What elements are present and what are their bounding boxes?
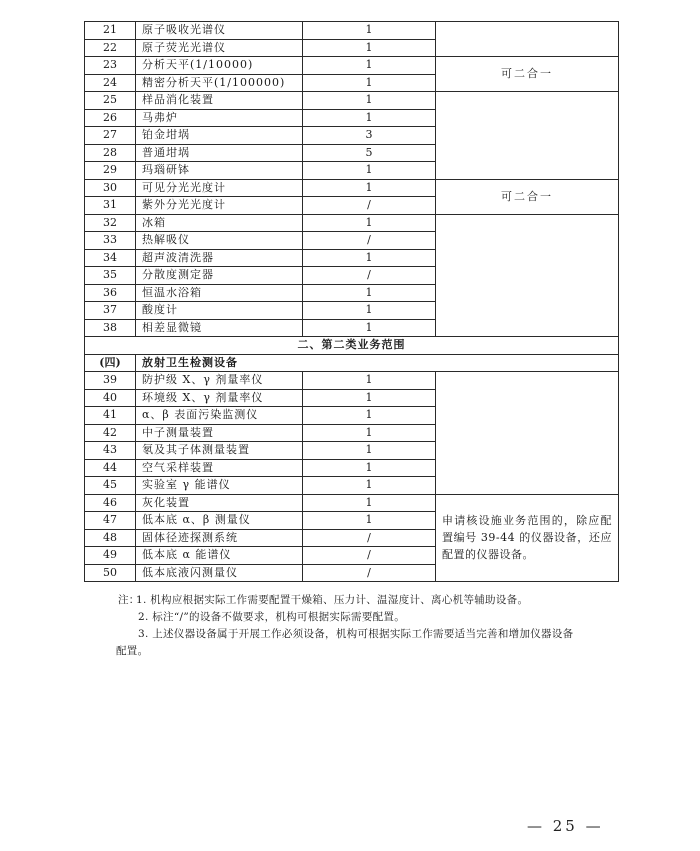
equipment-name: 低本底液闪测量仪: [136, 564, 303, 582]
equipment-name: 样品消化装置: [136, 92, 303, 110]
footnote-1-text: 1. 机构应根据实际工作需要配置干燥箱、压力计、温湿度计、离心机等辅助设备。: [136, 594, 529, 606]
row-number: 30: [85, 179, 136, 197]
quantity: 1: [303, 494, 436, 512]
quantity: 1: [303, 284, 436, 302]
quantity: /: [303, 529, 436, 547]
equipment-name: 氡及其子体测量装置: [136, 442, 303, 460]
equipment-name: 灰化装置: [136, 494, 303, 512]
row-number: 29: [85, 162, 136, 180]
row-number: 25: [85, 92, 136, 110]
footnote-1: [118, 592, 618, 609]
equipment-name: 恒温水浴箱: [136, 284, 303, 302]
row-number: 44: [85, 459, 136, 477]
row-number: 50: [85, 564, 136, 582]
quantity: 1: [303, 442, 436, 460]
quantity: 1: [303, 57, 436, 75]
row-number: 43: [85, 442, 136, 460]
section-header: [85, 337, 619, 372]
quantity: 3: [303, 127, 436, 145]
quantity: /: [303, 564, 436, 582]
quantity: /: [303, 547, 436, 565]
equipment-name: 酸度计: [136, 302, 303, 320]
quantity: 1: [303, 372, 436, 390]
equipment-name: 超声波清洗器: [136, 249, 303, 267]
table-row: [85, 57, 619, 75]
row-number: 36: [85, 284, 136, 302]
quantity: 1: [303, 459, 436, 477]
row-number: 41: [85, 407, 136, 425]
quantity: 1: [303, 214, 436, 232]
equipment-name: 分散度测定器: [136, 267, 303, 285]
equipment-table-body-b: [85, 372, 619, 582]
row-number: 48: [85, 529, 136, 547]
section-row: [85, 337, 619, 355]
footnote-3: 3. 上述仪器设备属于开展工作必须设备，机构可根据实际工作需要适当完善和增加仪器设备: [138, 628, 574, 640]
quantity: 1: [303, 389, 436, 407]
quantity: 1: [303, 477, 436, 495]
row-number: 40: [85, 389, 136, 407]
row-number: 45: [85, 477, 136, 495]
row-number: 39: [85, 372, 136, 390]
table-row: [85, 22, 619, 40]
equipment-name: 热解吸仪: [136, 232, 303, 250]
quantity: 1: [303, 162, 436, 180]
equipment-name: 中子测量装置: [136, 424, 303, 442]
quantity: 1: [303, 512, 436, 530]
equipment-name: 精密分析天平(1/100000): [136, 74, 303, 92]
remark-cell-empty: [436, 372, 619, 495]
quantity: 1: [303, 22, 436, 40]
equipment-name: 空气采样装置: [136, 459, 303, 477]
equipment-name: 原子吸收光谱仪: [136, 22, 303, 40]
remark-cell: 可二合一: [436, 179, 619, 214]
row-number: 46: [85, 494, 136, 512]
row-number: 35: [85, 267, 136, 285]
category-name: 放射卫生检测设备: [136, 354, 619, 372]
quantity: 1: [303, 92, 436, 110]
equipment-name: α、β 表面污染监测仪: [136, 407, 303, 425]
row-number: 27: [85, 127, 136, 145]
table-row: [85, 92, 619, 110]
row-number: 34: [85, 249, 136, 267]
equipment-table: [84, 21, 619, 582]
footnote-2: 2. 标注“/”的设备不做要求，机构可根据实际需要配置。: [138, 611, 406, 623]
footnote-label: 注：: [118, 594, 140, 606]
row-number: 23: [85, 57, 136, 75]
equipment-name: 原子荧光光谱仪: [136, 39, 303, 57]
equipment-name: 实验室 γ 能谱仪: [136, 477, 303, 495]
category-number: (四): [85, 354, 136, 372]
row-number: 22: [85, 39, 136, 57]
row-number: 32: [85, 214, 136, 232]
quantity: 1: [303, 249, 436, 267]
equipment-name: 冰箱: [136, 214, 303, 232]
quantity: 1: [303, 424, 436, 442]
quantity: 1: [303, 179, 436, 197]
table-row: [85, 214, 619, 232]
row-number: 42: [85, 424, 136, 442]
quantity: 1: [303, 407, 436, 425]
table-row: [85, 494, 619, 512]
equipment-name: 普通坩埚: [136, 144, 303, 162]
row-number: 26: [85, 109, 136, 127]
page-number: — 25 —: [527, 817, 604, 835]
quantity: /: [303, 232, 436, 250]
quantity: /: [303, 197, 436, 215]
remark-cell: 申请核设施业务范围的，除应配置编号 39-44 的仪器设备，还应配置的仪器设备。: [436, 494, 619, 582]
table-row: [85, 372, 619, 390]
quantity: 1: [303, 319, 436, 337]
table-row: [85, 179, 619, 197]
equipment-name: 分析天平(1/10000): [136, 57, 303, 75]
equipment-name: 低本底 α 能谱仪: [136, 547, 303, 565]
remark-cell: 可二合一: [436, 57, 619, 92]
row-number: 49: [85, 547, 136, 565]
quantity: /: [303, 267, 436, 285]
remark-cell-empty: [436, 92, 619, 180]
equipment-name: 环境级 X、γ 剂量率仪: [136, 389, 303, 407]
equipment-name: 可见分光光度计: [136, 179, 303, 197]
row-number: 21: [85, 22, 136, 40]
category-row: [85, 354, 619, 372]
equipment-name: 防护级 X、γ 剂量率仪: [136, 372, 303, 390]
quantity: 1: [303, 109, 436, 127]
row-number: 28: [85, 144, 136, 162]
row-number: 33: [85, 232, 136, 250]
remark-cell-empty: [436, 22, 619, 57]
equipment-table-body-a: [85, 22, 619, 337]
quantity: 1: [303, 74, 436, 92]
section-title: 二、第二类业务范围: [85, 337, 619, 355]
equipment-name: 固体径迹探测系统: [136, 529, 303, 547]
quantity: 1: [303, 39, 436, 57]
equipment-name: 相差显微镜: [136, 319, 303, 337]
footnote-3-continued: 配置。: [116, 645, 149, 657]
row-number: 47: [85, 512, 136, 530]
equipment-name: 马弗炉: [136, 109, 303, 127]
row-number: 37: [85, 302, 136, 320]
footnotes: [118, 592, 618, 660]
equipment-name: 铂金坩埚: [136, 127, 303, 145]
quantity: 1: [303, 302, 436, 320]
equipment-name: 低本底 α、β 测量仪: [136, 512, 303, 530]
equipment-name: 玛瑙研钵: [136, 162, 303, 180]
equipment-name: 紫外分光光度计: [136, 197, 303, 215]
row-number: 31: [85, 197, 136, 215]
remark-cell-empty: [436, 214, 619, 337]
row-number: 38: [85, 319, 136, 337]
quantity: 5: [303, 144, 436, 162]
row-number: 24: [85, 74, 136, 92]
